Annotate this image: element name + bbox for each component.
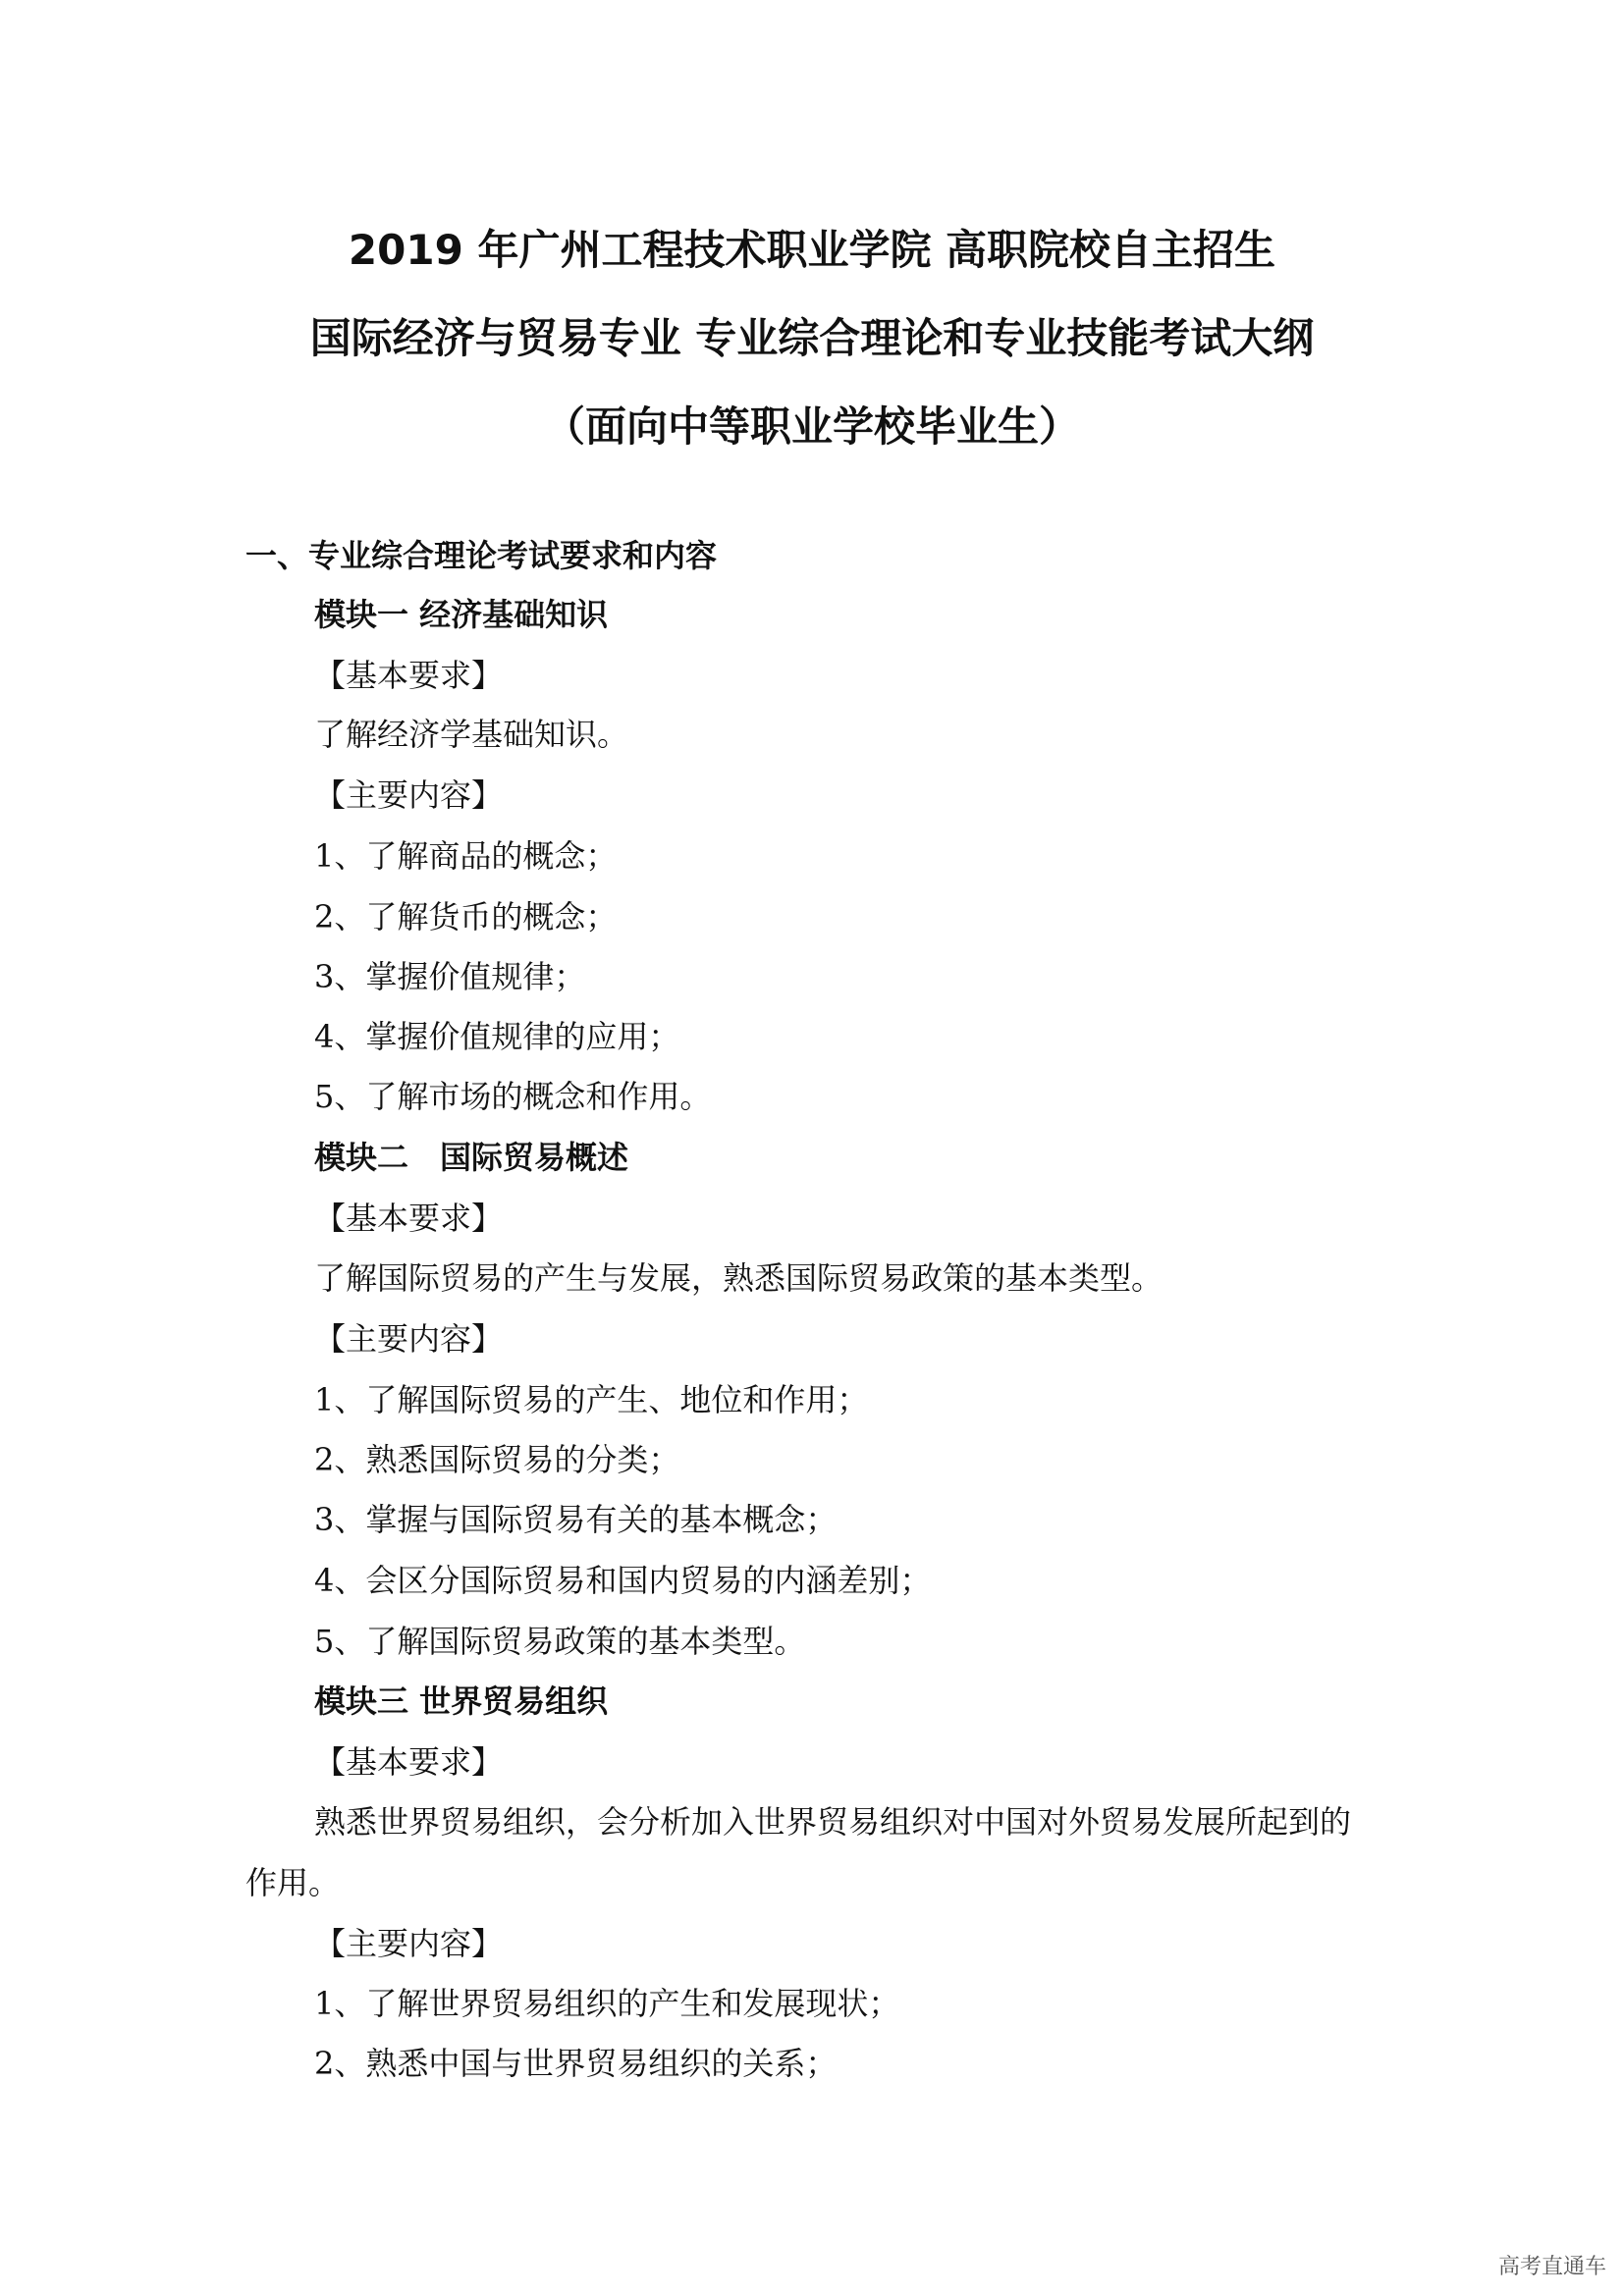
module-heading: 模块三 世界贸易组织	[314, 1682, 609, 1720]
section-heading: 一、专业综合理论考试要求和内容	[245, 537, 718, 574]
basic-requirements-text: 了解国际贸易的产生与发展，熟悉国际贸易政策的基本类型。	[314, 1259, 1164, 1297]
list-item: 4、会区分国际贸易和国内贸易的内涵差别；	[314, 1562, 932, 1599]
basic-requirements-text: 了解经济学基础知识。	[314, 716, 629, 753]
list-item: 1、了解商品的概念；	[314, 837, 618, 875]
title-line-2: 国际经济与贸易专业 专业综合理论和专业技能考试大纲	[309, 314, 1315, 362]
list-item: 1、了解国际贸易的产生、地位和作用；	[314, 1381, 869, 1418]
list-item: 3、掌握与国际贸易有关的基本概念；	[314, 1501, 838, 1538]
list-item: 2、了解货币的概念；	[314, 898, 618, 935]
basic-requirements-text-continued: 作用。	[245, 1864, 341, 1901]
basic-requirements-text: 熟悉世界贸易组织，会分析加入世界贸易组织对中国对外贸易发展所起到的	[314, 1803, 1352, 1841]
list-item: 5、了解国际贸易政策的基本类型。	[314, 1623, 806, 1660]
list-item: 3、掌握价值规律；	[314, 958, 586, 995]
list-item: 2、熟悉中国与世界贸易组织的关系；	[314, 2045, 838, 2082]
title-line-3: （面向中等职业学校毕业生）	[543, 402, 1080, 451]
main-content-label: 【主要内容】	[314, 776, 504, 814]
list-item: 4、掌握价值规律的应用；	[314, 1018, 680, 1055]
list-item: 2、熟悉国际贸易的分类；	[314, 1441, 680, 1478]
list-item: 1、了解世界贸易组织的产生和发展现状；	[314, 1985, 900, 2022]
main-content-label: 【主要内容】	[314, 1925, 504, 1962]
document-title	[0, 206, 1624, 471]
title-line-1: 2019 年广州工程技术职业学院 高职院校自主招生	[348, 226, 1276, 274]
list-item: 5、了解市场的概念和作用。	[314, 1078, 712, 1115]
basic-requirements-label: 【基本要求】	[314, 657, 504, 694]
basic-requirements-label: 【基本要求】	[314, 1200, 504, 1237]
basic-requirements-label: 【基本要求】	[314, 1743, 504, 1781]
watermark: 高考直通车	[1497, 2255, 1606, 2279]
main-content-label: 【主要内容】	[314, 1320, 504, 1358]
module-heading: 模块一 经济基础知识	[314, 596, 609, 633]
module-heading: 模块二 国际贸易概述	[314, 1139, 629, 1176]
